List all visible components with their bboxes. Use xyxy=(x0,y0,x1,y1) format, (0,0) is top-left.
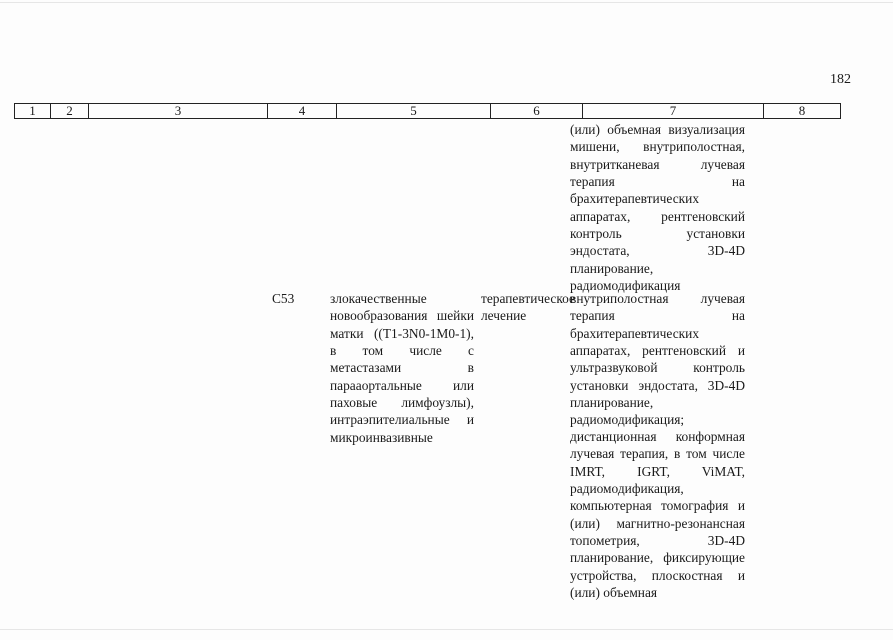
column-number: 6 xyxy=(491,104,583,119)
column-number: 4 xyxy=(268,104,337,119)
column-number: 7 xyxy=(583,104,764,119)
treatment-type: терапевтическое лечение xyxy=(481,291,575,324)
diagnosis-text: злокачественные новообразования шейки матки ((T1-3N0-1M0-1), в том числе с метастазами в парааортальные или паховые лимфоузлы), интраэпителиальные и микроинвазивные xyxy=(330,291,474,445)
treatment-method-continuation: (или) объемная визуализация мишени, внутриполостная, внутритканевая лучевая терапия на брахитерапевтических аппаратах, рентгеновский контроль установки эндостата, 3D-4D планирование, радиомодификация xyxy=(570,122,745,294)
scan-edge-bottom xyxy=(0,629,893,630)
column-number: 8 xyxy=(764,104,841,119)
scan-edge-top xyxy=(0,2,893,3)
column-number: 2 xyxy=(51,104,89,119)
treatment-method-part1: внутриполостная лучевая терапия на брахитерапевтических аппаратах, рентгеновский и ультразвуковой контроль установки эндостата, 3D-4D планирование, радиомодификация; xyxy=(570,291,745,428)
column-number: 3 xyxy=(89,104,268,119)
column-number: 5 xyxy=(337,104,491,119)
column-number: 1 xyxy=(15,104,51,119)
treatment-method-part2: дистанционная конформная лучевая терапия, в том числе IMRT, IGRT, ViMAT, радиомодификация, компьютерная томография и (или) магнитно-резонансная топометрия, 3D-4D планирование, фиксирующие устройства, плоскостная и (или) объемная xyxy=(570,429,745,601)
icd-code: C53 xyxy=(272,291,295,306)
column-number-header xyxy=(14,103,841,119)
page-number: 182 xyxy=(830,72,851,87)
